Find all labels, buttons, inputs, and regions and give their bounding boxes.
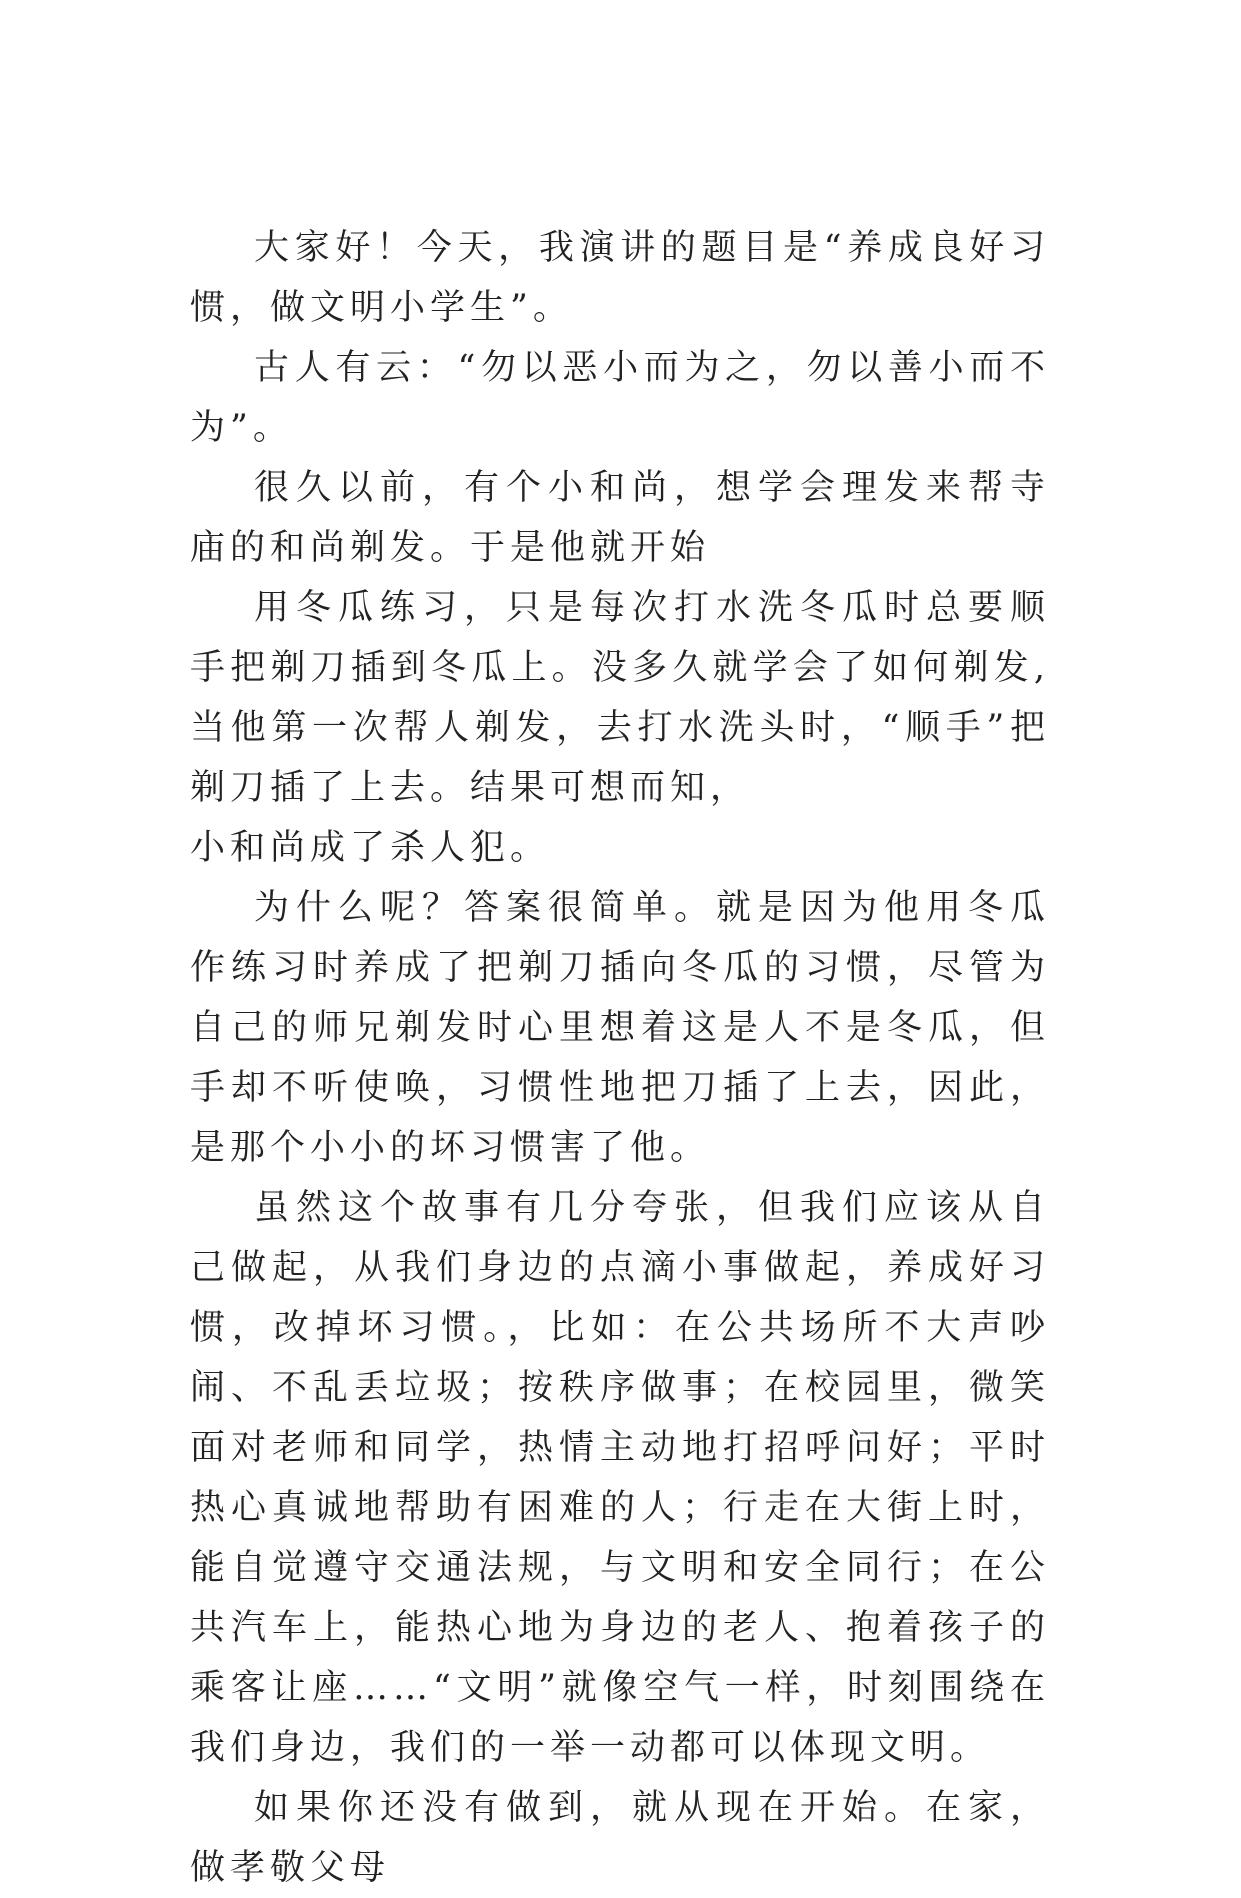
paragraph-story-outcome: 小和尚成了杀人犯。 xyxy=(190,828,551,868)
speech-body xyxy=(190,218,1050,1898)
paragraph-story-practice: 用冬瓜练习，只是每次打水洗冬瓜时总要顺手把剃刀插到冬瓜上。没多久就学会了如何剃发,当他第一次帮人剃发，去打水洗头时，“顺手”把剃刀插了上去。结果可想而知， xyxy=(190,588,1050,808)
paragraph-greeting: 大家好！今天，我演讲的题目是“养成良好习惯，做文明小学生”。 xyxy=(190,228,1050,328)
paragraph-explanation: 为什么呢？答案很简单。就是因为他用冬瓜作练习时养成了把剃刀插向冬瓜的习惯，尽管为自己的师兄剃发时心里想着这是人不是冬瓜，但手却不听使唤，习惯性地把刀插了上去，因此，是那个小小的坏习惯害了他。 xyxy=(190,888,1050,1168)
paragraph-advice: 虽然这个故事有几分夸张，但我们应该从自己做起，从我们身边的点滴小事做起，养成好习惯，改掉坏习惯。，比如：在公共场所不大声吵闹、不乱丢垃圾；按秩序做事；在校园里，微笑面对老师和同学，热情主动地打招呼问好；平时热心真诚地帮助有困难的人；行走在大街上时，能自觉遵守交通法规，与文明和安全同行；在公共汽车上，能热心地为身边的老人、抱着孩子的乘客让座……“文明”就像空气一样，时刻围绕在我们身边，我们的一举一动都可以体现文明。 xyxy=(190,1188,1050,1768)
paragraph-story-intro: 很久以前，有个小和尚，想学会理发来帮寺庙的和尚剃发。于是他就开始 xyxy=(190,468,1050,568)
paragraph-call-to-action: 如果你还没有做到，就从现在开始。在家，做孝敬父母 xyxy=(190,1788,1050,1888)
paragraph-proverb: 古人有云：“勿以恶小而为之，勿以善小而不为”。 xyxy=(190,348,1050,448)
